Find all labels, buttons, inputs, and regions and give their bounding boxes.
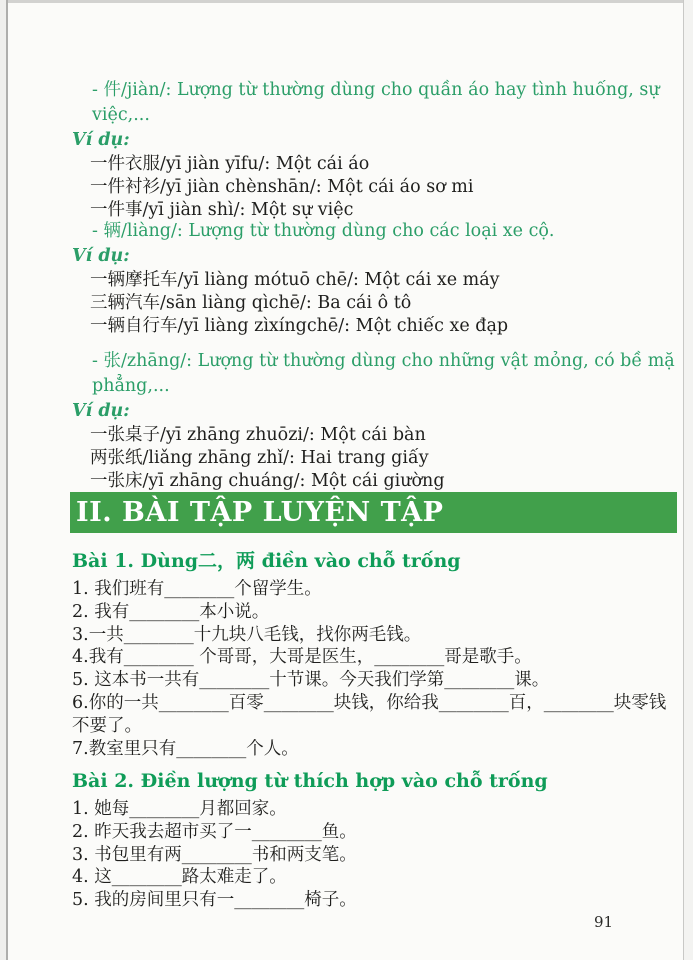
measure-word-heading: - 件/jiàn/: Lượng từ thường dùng cho quần áo hay tình huống, sự việc,... [92, 80, 660, 125]
example-line: 一件事/yī jiàn shì/: Một sự việc [90, 200, 354, 221]
example-label: Ví dụ: [72, 130, 130, 150]
exercise-item: 6.你的一共________百零________块钱，你给我________百，________块零钱不要了。 [72, 692, 667, 736]
example-line: 一件衣服/yī jiàn yīfu/: Một cái áo [90, 154, 370, 174]
exercise-item: 4. 这________路太难走了。 [72, 867, 287, 888]
exercise-item: 4.我有________ 个哥哥，大哥是医生，________哥是歌手。 [72, 647, 532, 668]
exercise-item: 5. 我的房间里只有一________椅子。 [72, 890, 357, 911]
exercise-item: 3. 书包里有两________书和两支笔。 [72, 844, 357, 865]
example-line: 一张床/yī zhāng chuáng/: Một cái giường [90, 471, 445, 492]
example-label: Ví dụ: [72, 401, 130, 421]
example-line: 三辆汽车/sān liàng qìchē/: Ba cái ô tô [90, 293, 412, 314]
measure-word-section-zhang [72, 349, 678, 494]
section-header-bar [70, 492, 677, 533]
measure-word-heading: - 张/zhāng/: Lượng từ thường dùng cho những vật mỏng, có bề mặ phẳng,... [92, 351, 675, 396]
measure-word-section-jian [72, 78, 678, 223]
example-line: 两张纸/liǎng zhāng zhǐ/: Hai trang giấy [90, 448, 429, 469]
example-line: 一辆自行车/yī liàng zìxíngchē/: Một chiếc xe đạp [90, 316, 509, 337]
scan-edge-top [0, 0, 693, 3]
example-label: Ví dụ: [72, 246, 130, 266]
section-header-title: II. BÀI TẬP LUYỆN TẬP [76, 497, 444, 528]
page-number: 91 [594, 913, 614, 931]
exercise-item: 7.教室里只有________个人。 [72, 738, 299, 759]
exercise-item: 5. 这本书一共有________十节课。今天我们学第________课。 [72, 670, 550, 691]
exercise-item: 2. 我有________本小说。 [72, 601, 270, 622]
scan-edge-left [0, 0, 8, 960]
exercise-bai-1 [72, 550, 678, 760]
exercise-bai-2 [72, 770, 678, 912]
exercise-item: 1. 我们班有________个留学生。 [72, 579, 322, 599]
exercise-title: Bài 2. Điền lượng từ thích hợp vào chỗ trống [72, 770, 548, 792]
exercise-item: 2. 昨天我去超市买了一________鱼。 [72, 821, 357, 842]
example-line: 一辆摩托车/yī liàng mótuō chē/: Một cái xe máy [90, 270, 500, 290]
exercise-item: 1. 她每________月都回家。 [72, 799, 287, 819]
measure-word-section-liang [72, 219, 678, 339]
example-line: 一张桌子/yī zhāng zhuōzi/: Một cái bàn [90, 425, 426, 445]
scan-edge-right [683, 0, 693, 960]
example-line: 一件衬衫/yī jiàn chènshān/: Một cái áo sơ mi [90, 177, 474, 198]
measure-word-heading: - 辆/liàng/: Lượng từ thường dùng cho các loại xe cộ. [92, 221, 555, 241]
exercise-title: Bài 1. Dùng二，两 điền vào chỗ trống [72, 550, 461, 572]
exercise-item: 3.一共________十九块八毛钱，找你两毛钱。 [72, 624, 422, 645]
